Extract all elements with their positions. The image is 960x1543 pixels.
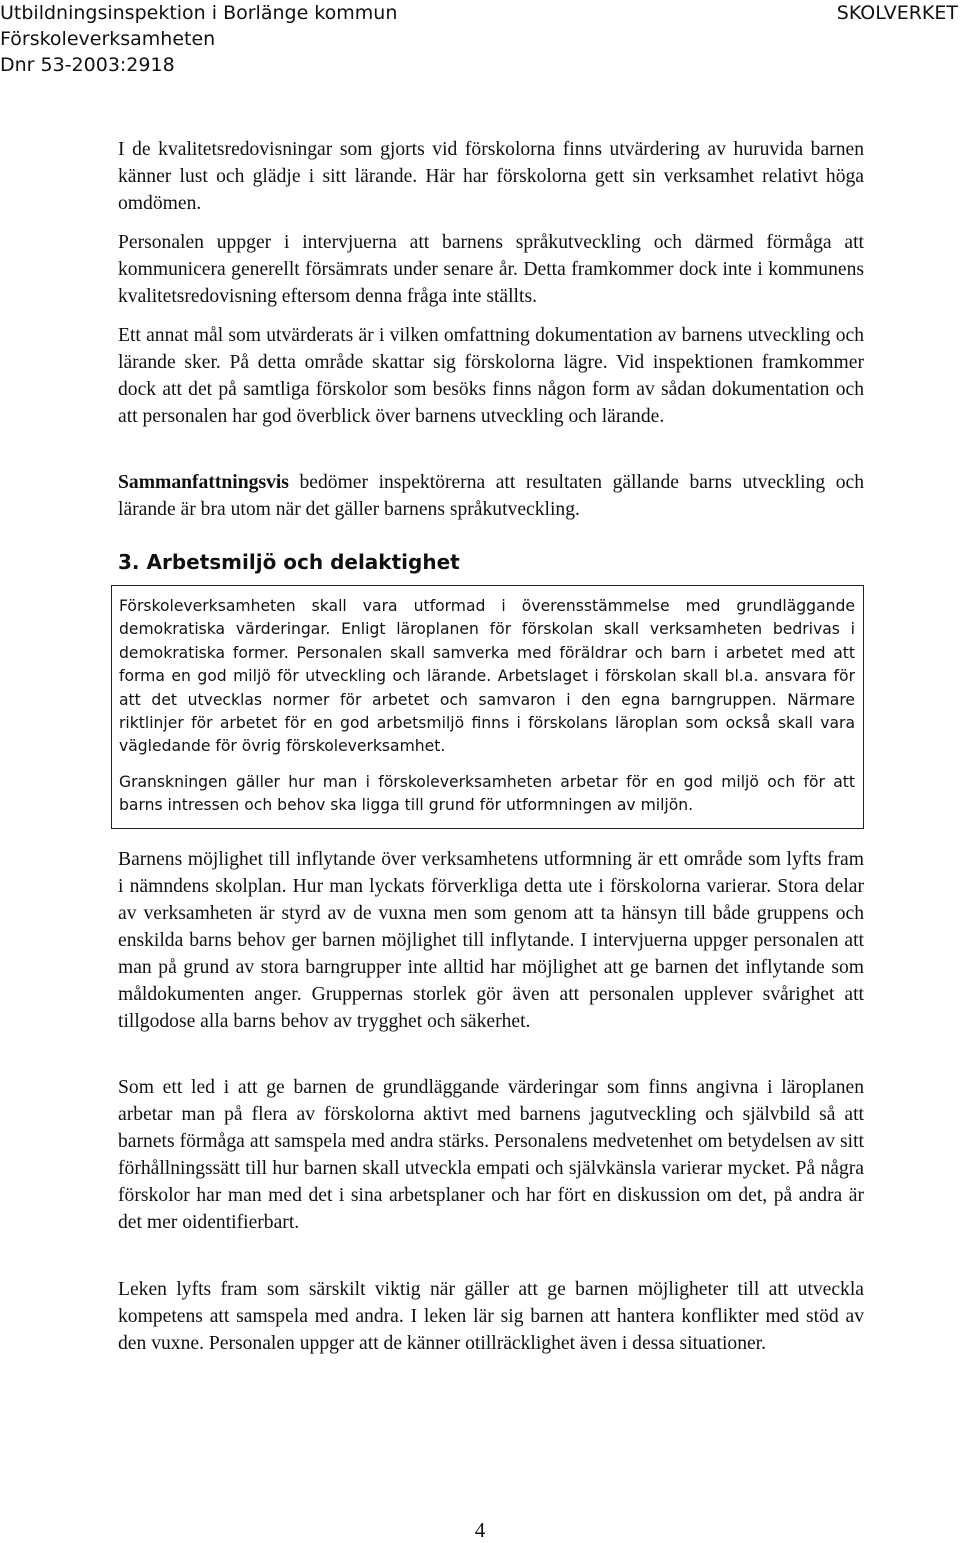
header-subject: Förskoleverksamheten: [0, 28, 216, 50]
summary-text: bedömer inspektörerna att resultaten gällande barns utveckling och lärande är bra utom när det gäller barnens språkutveckling.: [118, 472, 864, 520]
paragraph-summary: [118, 469, 864, 523]
paragraph-documentation: Ett annat mål som utvärderats är i vilken omfattning dokumentation av barnens utveckling och lärande sker. På detta område skattar sig förskolorna lägre. Vid inspektionen framkommer dock att det på samtliga förskolor som besöks finns någon form av sådan dokumentation och att personalen har god överblick över barnens utveckling och lärande.: [118, 325, 864, 427]
document-header: [0, 0, 397, 78]
page-number: 4: [474, 1518, 486, 1542]
agency-name: SKOLVERKET: [836, 2, 958, 24]
paragraph-play: Leken lyfts fram som särskilt viktig när gäller att ge barnen möjligheter till att utveckla kompetens att samspela med andra. I leken lär sig barnen att hantera konflikter med stöd av den vuxne. Personalen uppger att de känner otillräcklighet även i dessa situationer.: [118, 1279, 864, 1354]
paragraph-values: Som ett led i att ge barnen de grundläggande värderingar som finns angivna i läroplanen arbetar man på flera av förskolorna aktivt med barnens jagutveckling och självbild så att barnets förmåga att samspela med andra stärks. Personalens medvetenhet om betydelsen av sitt förhållningssätt till hur barnen skall utveckla empati och självkänsla varierar mycket. På några förskolor har man med det i sina arbetsplaner och har fört en diskussion om det, på andra är det mer oidentifierbart.: [118, 1077, 864, 1233]
header-inspection-title: Utbildningsinspektion i Borlänge kommun: [0, 2, 398, 24]
summary-lead: Sammanfattningsvis: [118, 472, 289, 493]
paragraph-language-development: Personalen uppger i intervjuerna att barnens språkutveckling och därmed förmåga att kommunicera generellt försämrats under senare år. Detta framkommer dock inte i kommunens kvalitetsredovisning eftersom denna fråga inte ställts.: [118, 232, 864, 307]
review-scope-text: Granskningen gäller hur man i förskoleverksamheten arbetar för en god miljö och för att barns intressen och behov ska ligga till grund för utformningen av miljön.: [119, 772, 855, 815]
criteria-box: [111, 585, 864, 829]
paragraph-influence: Barnens möjlighet till inflytande över verksamhetens utformning är ett område som lyfts fram i nämndens skolplan. Hur man lyckats förverkliga detta ute i förskolorna varierar. Stora delar av verksamheten är styrd av de vuxna men som genom att ta hänsyn till både gruppens och enskilda barns behov ger barnen möjlighet till inflytande. I intervjuerna uppger personalen att man på grund av stora barngrupper inte alltid har möjlighet att ge barnen det inflytande som måldokumenten anger. Gruppernas storlek gör även att personalen upplever svårighet att tillgodose alla barns behov av trygghet och säkerhet.: [118, 849, 864, 1032]
paragraph-evaluation: I de kvalitetsredovisningar som gjorts vid förskolorna finns utvärdering av huruvida barnen känner lust och glädje i sitt lärande. Här har förskolorna gett sin verksamhet relativt höga omdömen.: [118, 139, 864, 214]
criteria-text: Förskoleverksamheten skall vara utformad i överensstämmelse med grundläggande demokratiska värderingar. Enligt läroplanen för förskolan skall verksamheten bedrivas i demokratiska former. Personalen skall samverka med föräldrar och barn i arbetet med att forma en god miljö för utveckling och lärande. Arbetslaget i förskolan skall bl.a. ansvara för att det utvecklas normer för arbetet och samvaron i den egna barngruppen. Närmare riktlinjer för arbetet för en god arbetsmiljö finns i förskolans läroplan som också skall vara vägledande för övrig förskoleverksamhet.: [119, 597, 855, 756]
header-reference-number: Dnr 53-2003:2918: [0, 54, 175, 76]
section-heading: 3. Arbetsmiljö och delaktighet: [118, 550, 460, 574]
